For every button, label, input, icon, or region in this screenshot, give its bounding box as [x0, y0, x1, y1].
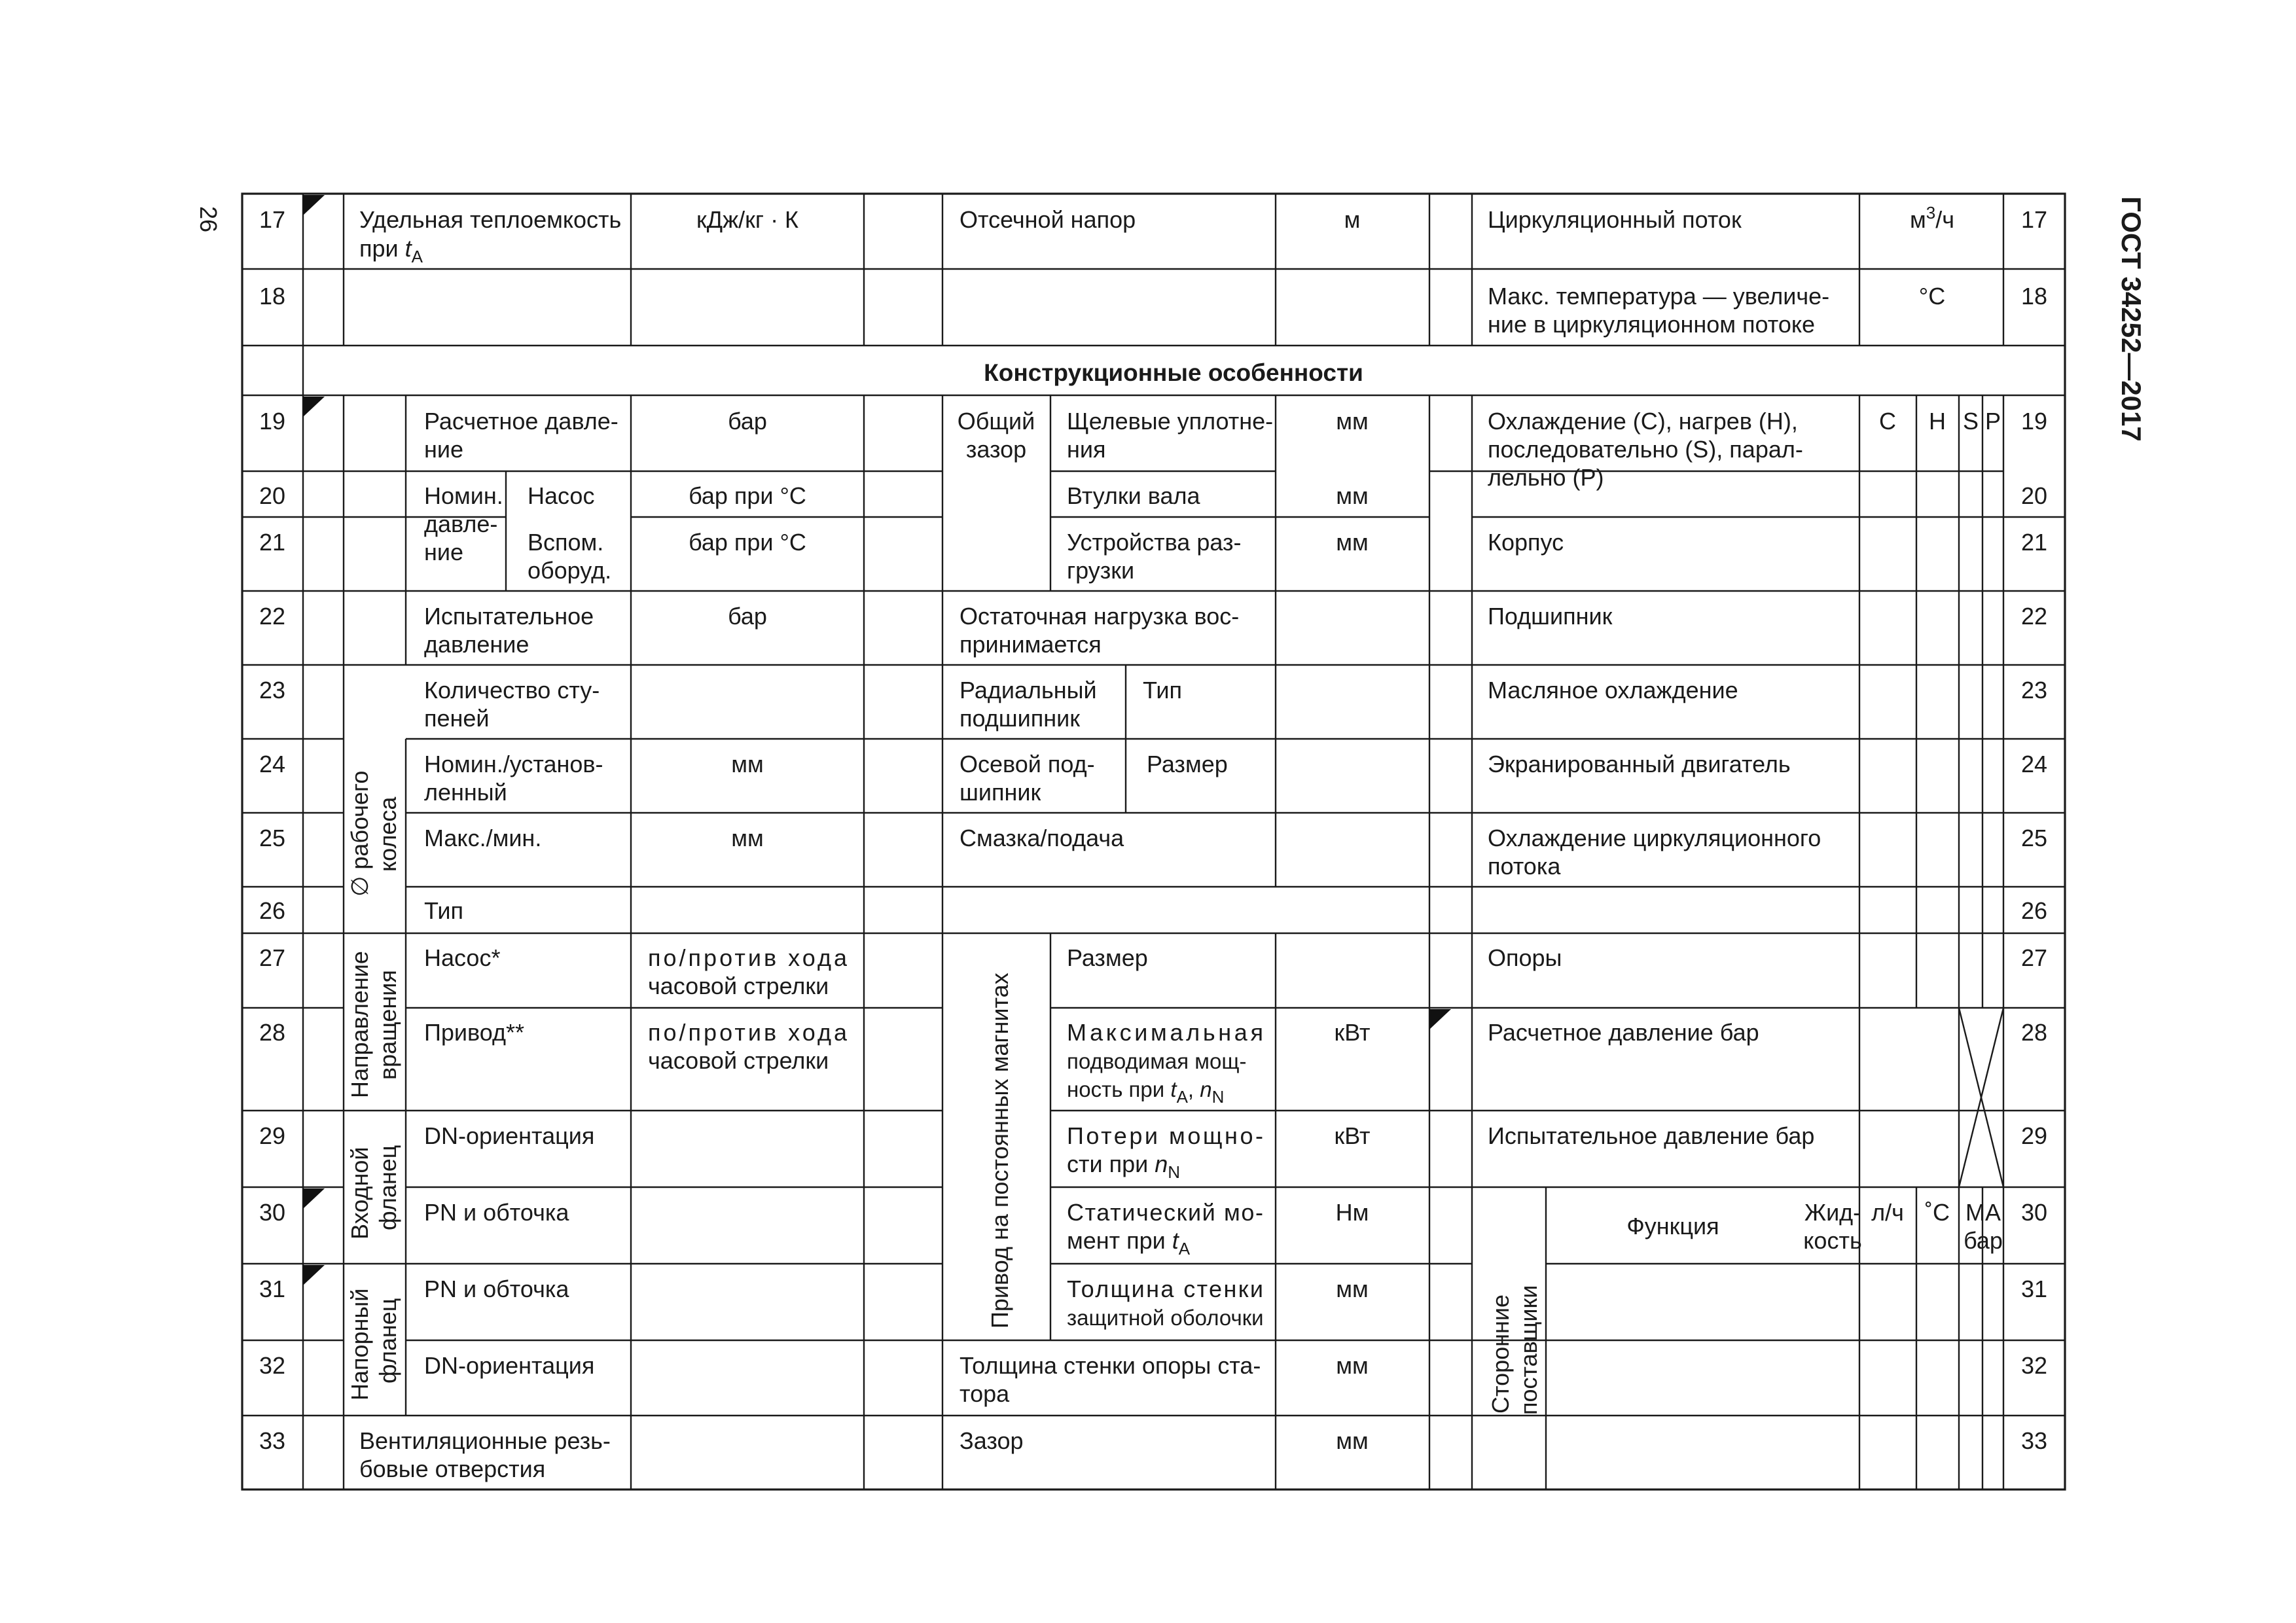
cell-label: DN-ориентация — [424, 1352, 595, 1379]
cell-label: тора — [960, 1380, 1010, 1407]
group-label: Сторонние — [1487, 1294, 1514, 1414]
cell-unit: м — [1344, 206, 1361, 233]
cell-value: по/против хода — [648, 1019, 847, 1046]
cell-unit: мм — [731, 751, 764, 777]
cell-unit: кВт — [1334, 1019, 1371, 1046]
table-row-32 — [424, 1352, 1369, 1407]
cell-unit: °С — [1918, 283, 1946, 310]
cell-label: ленный — [424, 779, 507, 806]
row-number: 19 — [259, 408, 286, 435]
group-label: ∅ рабочего — [346, 770, 373, 897]
cell-unit: бар — [728, 408, 767, 435]
group-label: зазор — [965, 436, 1027, 463]
cell-label: Циркуляционный поток — [1488, 206, 1742, 233]
cell-label: Толщина стенки опоры ста- — [960, 1352, 1261, 1379]
group-label: Направление — [346, 951, 373, 1098]
cell-label: Макс. температура — увеличе- — [1488, 283, 1830, 310]
cell-label: Расчетное давление бар — [1488, 1019, 1759, 1046]
cell-label: Макс./мин. — [424, 825, 542, 851]
cell-label: Втулки вала — [1067, 482, 1200, 509]
cell-label: подводимая мощ- — [1067, 1049, 1247, 1073]
column-header: Р — [1984, 408, 2001, 435]
row-number: 17 — [2020, 206, 2048, 233]
cell-label: грузки — [1067, 557, 1135, 584]
cell-label: Подшипник — [1488, 603, 1613, 630]
column-header: Функция — [1626, 1213, 1719, 1240]
table-row-19 — [424, 408, 2001, 491]
cell-unit: мм — [731, 825, 764, 851]
row-number: 20 — [2020, 482, 2048, 509]
cell-label: Статический мо- — [1067, 1199, 1263, 1226]
group-label: Входной — [346, 1147, 373, 1240]
column-header: кость — [1803, 1227, 1862, 1254]
cell-label: последовательно (S), парал- — [1488, 436, 1803, 463]
row-number: 28 — [259, 1019, 286, 1046]
group-label: давле- — [424, 510, 498, 537]
cell-label: ние — [424, 436, 464, 463]
group-label: фланец — [374, 1298, 401, 1383]
cell-value: часовой стрелки — [648, 972, 829, 999]
row-number: 28 — [2020, 1019, 2048, 1046]
cell-label: Максимальная — [1067, 1019, 1263, 1046]
cell-unit: бар — [728, 603, 767, 630]
standard-designation: ГОСТ 34252—2017 — [2116, 196, 2147, 442]
table-row-23 — [424, 677, 1738, 732]
table-row-31 — [346, 1275, 1369, 1400]
row-number: 24 — [2020, 751, 2048, 777]
table-row-18 — [1488, 283, 1945, 338]
table-row-21 — [528, 529, 1564, 584]
row-number: 30 — [2020, 1199, 2048, 1226]
cell-label: Осевой под- — [960, 751, 1095, 777]
row-number: 20 — [259, 482, 286, 509]
cell-label: оборуд. — [528, 557, 612, 584]
group-label: ние — [424, 539, 464, 565]
cell-unit: бар при °С — [689, 529, 806, 556]
column-header: Н — [1929, 408, 1946, 435]
page-number: 26 — [195, 206, 222, 233]
corner-marker-icon — [303, 397, 325, 417]
cell-label: Экранированный двигатель — [1488, 751, 1791, 777]
cell-label: Расчетное давле- — [424, 408, 619, 435]
row-number: 30 — [259, 1199, 286, 1226]
cell-label: Тип — [424, 897, 464, 924]
cell-label: Толщина стенки — [1067, 1275, 1263, 1302]
row-number: 32 — [259, 1352, 286, 1379]
cell-label: Потери мощно- — [1067, 1122, 1263, 1149]
cell-unit: мм — [1336, 408, 1369, 435]
group-label: вращения — [374, 970, 401, 1080]
row-number: 21 — [2020, 529, 2048, 556]
cell-label: мент при $t_A$ — [1067, 1227, 1191, 1258]
group-label: Привод на постоянных магнитах — [986, 972, 1013, 1329]
cell-label: Охлаждение циркуляционного — [1488, 825, 1821, 851]
cell-label: Корпус — [1488, 529, 1564, 556]
cell-label: Устройства раз- — [1067, 529, 1242, 556]
cell-unit: мм — [1336, 482, 1369, 509]
cell-label: Радиальный — [960, 677, 1097, 704]
cell-value: часовой стрелки — [648, 1047, 829, 1074]
cell-label: ние в циркуляционном потоке — [1488, 311, 1816, 338]
row-number: 32 — [2020, 1352, 2048, 1379]
row-number: 29 — [2020, 1122, 2048, 1149]
cell-label: Количество сту- — [424, 677, 600, 704]
cell-label: Вспом. — [528, 529, 604, 556]
corner-marker-icon — [303, 1188, 325, 1209]
cell-label: Масляное охлаждение — [1488, 677, 1738, 704]
table-row-24 — [346, 751, 1791, 897]
cell-unit: мм — [1336, 1427, 1369, 1454]
cell-label: Удельная теплоемкость — [359, 206, 622, 233]
row-number: 24 — [259, 751, 286, 777]
row-number: 31 — [2020, 1275, 2048, 1302]
cell-label: Размер — [1067, 944, 1148, 971]
cell-label: Номин./установ- — [424, 751, 603, 777]
cell-label: давление — [424, 631, 529, 658]
row-number: 18 — [259, 283, 286, 310]
row-number: 33 — [259, 1427, 286, 1454]
group-label: Общий — [957, 408, 1035, 435]
cell-label: Щелевые уплотне- — [1067, 408, 1274, 435]
row-number: 22 — [259, 603, 286, 630]
cell-label: Привод** — [424, 1019, 524, 1046]
row-number: 22 — [2020, 603, 2048, 630]
row-number: 27 — [259, 944, 286, 971]
cell-label: Смазка/подача — [960, 825, 1124, 851]
cell-label: Зазор — [960, 1427, 1024, 1454]
corner-marker-icon — [1429, 1009, 1451, 1029]
table-row-28 — [424, 1019, 1759, 1107]
column-header: ˚С — [1925, 1199, 1950, 1226]
row-number: 31 — [259, 1275, 286, 1302]
cell-label: шипник — [960, 779, 1041, 806]
table-row-22 — [424, 603, 1613, 658]
cell-label: PN и обточка — [424, 1275, 569, 1302]
cell-label: Тип — [1143, 677, 1183, 704]
row-number: 21 — [259, 529, 286, 556]
group-label: поставщики — [1515, 1285, 1542, 1415]
cell-unit: мм — [1336, 529, 1369, 556]
row-number: 27 — [2020, 944, 2048, 971]
cell-label: сти при $n_N$ — [1067, 1150, 1181, 1182]
corner-marker-icon — [303, 1265, 325, 1285]
row-number: 29 — [259, 1122, 286, 1149]
cell-label: принимается — [960, 631, 1102, 658]
column-header: С — [1879, 408, 1896, 435]
row-number: 25 — [259, 825, 286, 851]
row-number: 23 — [259, 677, 286, 704]
cell-label: Испытательное давление бар — [1488, 1122, 1815, 1149]
cell-label: Испытательное — [424, 603, 594, 630]
row-number: 25 — [2020, 825, 2048, 851]
cell-label: бовые отверстия — [359, 1455, 546, 1482]
cell-label: ния — [1067, 436, 1106, 463]
cell-label: Насос* — [424, 944, 501, 971]
cell-unit: Нм — [1335, 1199, 1369, 1226]
row-numbers-left — [259, 206, 285, 1454]
cell-label: при $t_A$ — [359, 235, 423, 266]
cell-label: Охлаждение (С), нагрев (Н), — [1488, 408, 1798, 435]
cell-unit: мм — [1336, 1352, 1369, 1379]
cell-label: Отсечной напор — [960, 206, 1136, 233]
table-row-25 — [424, 825, 1821, 880]
row-number: 33 — [2020, 1427, 2048, 1454]
cell-label: Размер — [1147, 751, 1228, 777]
row-number: 26 — [2020, 897, 2048, 924]
table-row-17 — [359, 203, 1954, 266]
group-label: Номин. — [424, 482, 503, 509]
cell-label: DN-ориентация — [424, 1122, 595, 1149]
cell-unit: $м^3/ч$ — [1910, 203, 1954, 233]
cell-label: Насос — [528, 482, 595, 509]
cell-value: по/против хода — [648, 944, 847, 971]
column-header: бар — [1964, 1227, 2003, 1254]
row-number: 26 — [259, 897, 286, 924]
group-label: фланец — [374, 1145, 401, 1230]
row-number: 17 — [259, 206, 286, 233]
cell-unit: кДж/кг · К — [696, 206, 799, 233]
column-header: Жид- — [1804, 1199, 1861, 1226]
section-heading: Конструкционные особенности — [984, 359, 1363, 386]
row-number: 19 — [2020, 408, 2048, 435]
cell-label: потока — [1488, 853, 1561, 880]
cell-label: PN и обточка — [424, 1199, 569, 1226]
cell-label: Опоры — [1488, 944, 1562, 971]
row-numbers-right — [2021, 206, 2047, 1454]
cell-label: Остаточная нагрузка вос- — [960, 603, 1240, 630]
column-header: л/ч — [1871, 1199, 1904, 1226]
cell-label: подшипник — [960, 705, 1080, 732]
cell-label: ность при $t_A$, $n_N$ — [1067, 1077, 1225, 1107]
cell-unit: мм — [1336, 1275, 1369, 1302]
column-header: МА — [1965, 1199, 2001, 1226]
row-number: 23 — [2020, 677, 2048, 704]
group-label: Напорный — [346, 1288, 373, 1400]
column-header: S — [1962, 408, 1979, 435]
cell-unit: бар при °С — [689, 482, 806, 509]
cell-unit: кВт — [1334, 1122, 1371, 1149]
cell-label: пеней — [424, 705, 490, 732]
cell-label: Вентиляционные резь- — [359, 1427, 611, 1454]
table-row-26 — [424, 897, 463, 924]
row-number: 18 — [2020, 283, 2048, 310]
cell-label: лельно (Р) — [1488, 464, 1604, 491]
group-label: колеса — [374, 796, 401, 872]
corner-marker-icon — [303, 195, 325, 215]
cell-label: защитной оболочки — [1067, 1306, 1264, 1330]
